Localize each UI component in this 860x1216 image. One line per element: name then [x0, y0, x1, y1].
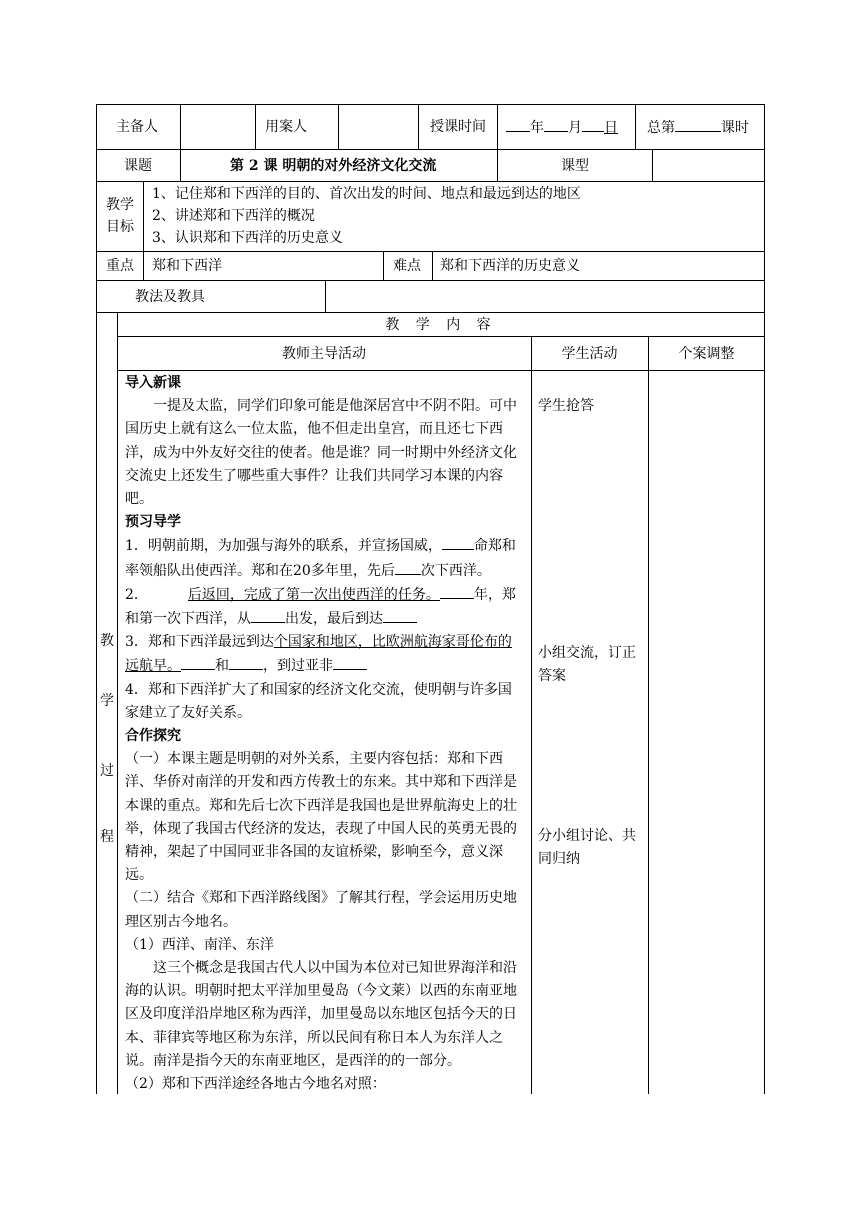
question-4: 4．郑和下西洋扩大了和国家的经济文化交流，使明朝与许多国家建立了友好关系。 — [125, 681, 512, 721]
method-label: 教法及教具 — [135, 289, 205, 305]
teacher-content — [125, 372, 525, 1096]
coop-1: （一）本课主题是明朝的对外关系，主要内容包括：郑和下西洋、华侨对南洋的开发和西方传教士的东来。其中郑和下西洋是本课的重点。郑和先后七次下西洋是我国也是世界航海史上的壮举，体现了我国古代经济的发达，表现了中国人民的英勇无畏的精神，架起了中国同亚非各国的友谊桥梁，影响至今，意义深远。 — [125, 751, 517, 884]
hard-point-label: 难点 — [393, 258, 421, 274]
col-teacher: 教师主导活动 — [282, 346, 366, 362]
lesson-title: 第 2 课 明朝的对外经济文化交流 — [230, 158, 437, 174]
sub-1: （1）西洋、南洋、东洋 — [125, 936, 274, 953]
student-act-1: 学生抢答 — [538, 398, 594, 414]
month-label: 月 — [568, 120, 582, 136]
side-char-3: 过 — [100, 763, 114, 779]
content-heading: 教 学 内 容 — [385, 317, 497, 333]
user-label: 用案人 — [265, 119, 307, 135]
preparer-label: 主备人 — [116, 119, 158, 135]
goals-label-1: 教学 — [106, 197, 134, 213]
question-1: 1．明朝前期，为加强与海外的联系，并宣扬国威， 命郑和率领船队出使西洋。郑和在20多年里，先后 次下西洋。 — [125, 534, 525, 582]
col-student: 学生活动 — [561, 346, 618, 362]
side-char-2: 学 — [100, 693, 114, 709]
topic-label: 课题 — [124, 158, 152, 174]
sub-1-text: 这三个概念是我国古代人以中国为本位对已知世界海洋和沿海的认识。明朝时把太平洋加里曼岛（今文莱）以西的东南亚地区及印度洋沿岸地区称为西洋，加里曼岛以东地区包括今天的日本、菲律宾等地区称为东洋，所以民间有称日本人为东洋人之说。南洋是指今天的东南亚地区，是西洋的的一部分。 — [125, 960, 517, 1069]
total-prefix: 总第 — [647, 120, 675, 136]
col-adjust: 个案调整 — [678, 346, 735, 362]
goal-item-3: 3、认识郑和下西洋的历史意义 — [152, 230, 343, 246]
question-3: 3．郑和下西洋最远到达个国家和地区，比欧洲航海家哥伦布的远航早。 和 ，到过亚非 — [125, 634, 512, 675]
total-suffix: 课时 — [721, 120, 749, 136]
day-label: 日 — [604, 120, 618, 136]
key-point-value: 郑和下西洋 — [152, 258, 222, 274]
side-char-4: 程 — [100, 829, 114, 845]
question-2: 2． 后返回，完成了第一次出使西洋的任务。 年，郑和第一次下西洋，从 出发，最后到达 — [125, 583, 525, 631]
goal-item-2: 2、讲述郑和下西洋的概况 — [152, 208, 315, 224]
key-point-label: 重点 — [106, 258, 134, 274]
coop-title: 合作探究 — [125, 728, 181, 745]
side-char-1: 教 — [100, 633, 114, 649]
goals-label-2: 目标 — [106, 219, 134, 235]
sub-2: （2）郑和下西洋途经各地古今地名对照： — [125, 1076, 386, 1093]
intro-title: 导入新课 — [125, 375, 181, 391]
year-label: 年 — [530, 120, 544, 136]
goal-item-1: 1、记住郑和下西洋的目的、首次出发的时间、地点和最远到达的地区 — [152, 186, 581, 202]
student-act-2: 小组交流，订正答案 — [538, 645, 636, 685]
intro-text: 一提及太监，同学们印象可能是他深居宫中不阴不阳。可中国历史上就有这么一位太监，他不但走出皇宫，而且还七下西洋，成为中外友好交往的使者。他是谁？同一时期中外经济文化交流史上还发生了哪些重大事件？让我们共同学习本课的内容吧。 — [125, 398, 517, 508]
date-fields — [506, 116, 618, 139]
time-label: 授课时间 — [430, 119, 486, 135]
student-act-3: 分小组讨论、共同归纳 — [538, 828, 636, 868]
hard-point-value: 郑和下西洋的历史意义 — [440, 258, 580, 274]
total-lessons — [647, 116, 749, 139]
lesson-type-label: 课型 — [561, 158, 589, 174]
coop-2: （二）结合《郑和下西洋路线图》了解其行程，学会运用历史地理区别古今地名。 — [125, 890, 517, 930]
preview-title: 预习导学 — [125, 514, 181, 531]
